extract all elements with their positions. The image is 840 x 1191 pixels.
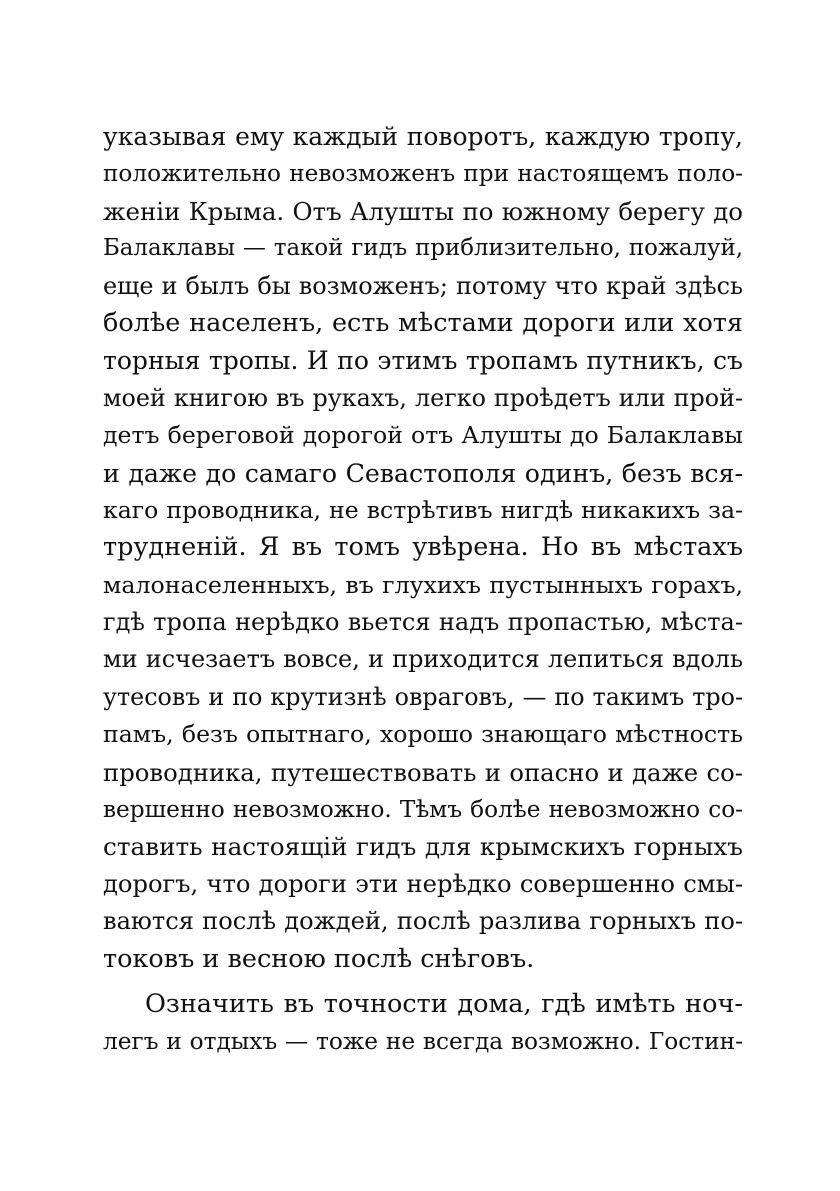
page-text [103,118,743,1061]
text-line: проводника, путешествовать и опасно и даже со- [103,757,743,787]
text-line: Означить въ точности дома, гдѣ имѣть ноч- [145,988,743,1019]
text-line: ми исчезаетъ вовсе, и приходится лепиться вдоль [103,645,743,674]
text-line: торныя тропы. И по этимъ тропамъ путникъ, съ [103,346,743,376]
text-line: положительно невозможенъ при настоящемъ поло- [103,160,743,188]
text-line: малонаселенныхъ, въ глухихъ пустынныхъ горахъ, [103,570,743,599]
text-line: еще и былъ бы возможенъ; потому что край здѣсь [103,271,743,300]
text-line: моей книгою въ рукахъ, легко проѣдетъ или прой- [103,383,743,412]
paragraph-gap [103,978,743,986]
text-line: каго проводника, не встрѣтивъ нигдѣ никакихъ за- [103,495,743,524]
text-line: памъ, безъ опытнаго, хорошо знающаго мѣстность [103,720,743,749]
text-line: и даже до самаго Севастополя одинъ, безъ вся- [103,458,743,488]
text-line: указывая ему каждый поворотъ, каждую тропу, [103,122,743,151]
text-line: ставить настоящій гидъ для крымскихъ горныхъ [103,832,743,862]
text-line: болѣе населенъ, есть мѣстами дороги или хотя [103,307,743,338]
text-line: дорогъ, что дороги эти нерѣдко совершенно смы- [103,869,743,898]
text-line: ваются послѣ дождей, послѣ разлива горныхъ по- [103,907,743,936]
text-line: гдѣ тропа нерѣдко вьется надъ пропастью, мѣста- [103,608,743,637]
text-line: трудненій. Я въ томъ увѣрена. Но въ мѣстахъ [103,532,743,563]
text-line: женіи Крыма. Отъ Алушты по южному берегу до [103,196,743,226]
text-line: Балаклавы — такой гидъ приблизительно, пожалуй, [103,235,743,262]
paragraph-2 [103,986,743,1061]
text-line: детъ береговой дорогой отъ Алушты до Балаклавы [103,421,743,450]
text-line: утесовъ и по крутизнѣ овраговъ, — по такимъ тро- [103,682,743,711]
paragraph-1 [103,118,743,978]
text-line: легъ и отдыхъ — тоже не всегда возможно. Гостин- [103,1028,743,1056]
text-line: токовъ и весною послѣ снѣговъ. [103,943,535,974]
text-line: вершенно невозможно. Тѣмъ болѣе невозможно со- [103,796,743,824]
